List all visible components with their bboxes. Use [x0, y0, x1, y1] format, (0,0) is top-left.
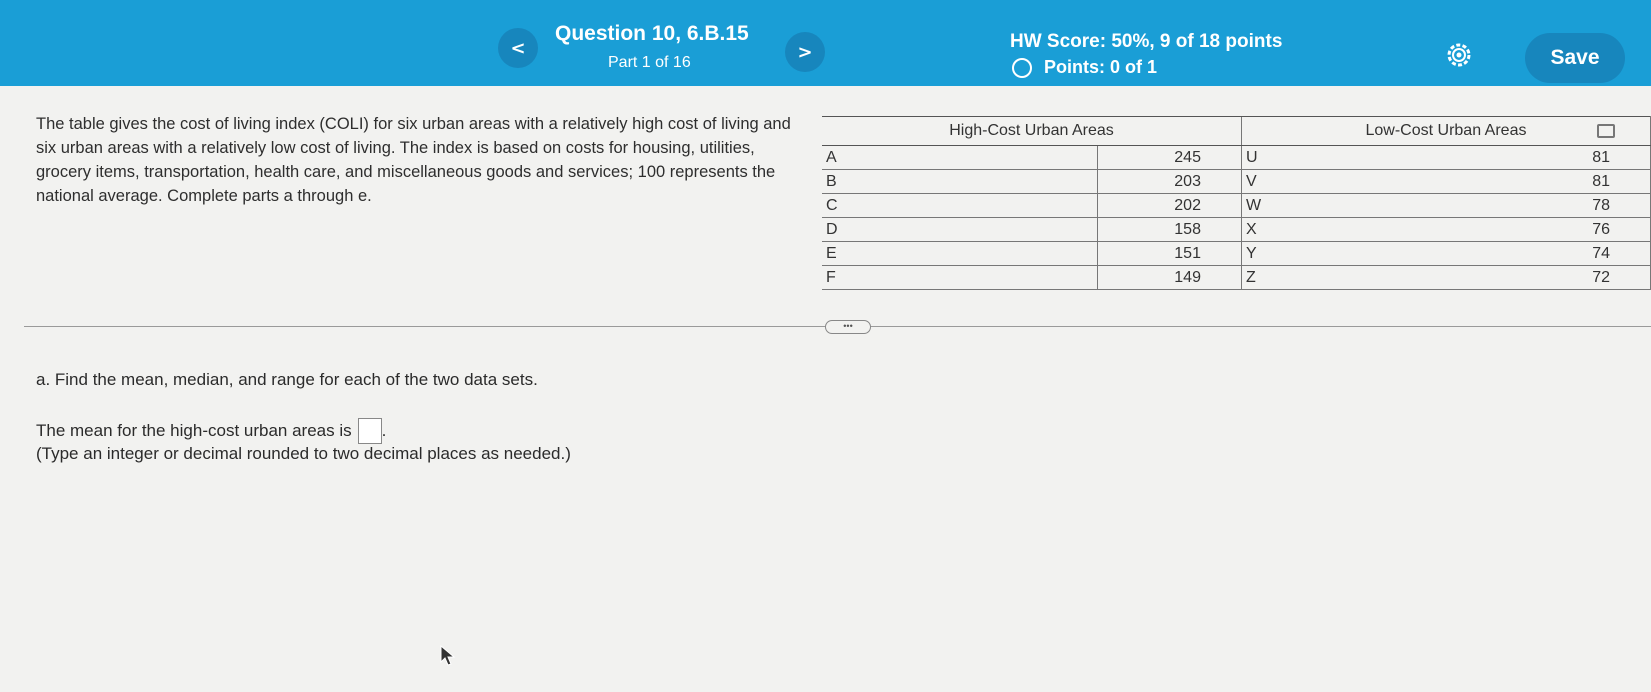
low-cost-area-label: W: [1241, 194, 1526, 218]
part-a-question: a. Find the mean, median, and range for each of the two data sets.: [36, 370, 538, 389]
table-row: [822, 266, 1651, 290]
high-cost-value: 245: [1097, 146, 1241, 170]
low-cost-area-label: U: [1241, 146, 1526, 170]
answer-hint: (Type an integer or decimal rounded to two decimal places as needed.): [36, 444, 571, 463]
expand-more-button[interactable]: •••: [825, 320, 871, 334]
high-cost-value: 149: [1097, 266, 1241, 290]
low-cost-value: 76: [1527, 218, 1651, 242]
high-cost-value: 151: [1097, 242, 1241, 266]
low-cost-area-label: Y: [1241, 242, 1526, 266]
save-button[interactable]: Save: [1525, 33, 1625, 83]
answer-prompt: The mean for the high-cost urban areas is: [36, 421, 352, 440]
high-cost-value: 158: [1097, 218, 1241, 242]
question-title: Question 10, 6.B.15: [555, 22, 749, 45]
high-cost-value: 202: [1097, 194, 1241, 218]
low-cost-value: 81: [1527, 170, 1651, 194]
low-cost-area-label: V: [1241, 170, 1526, 194]
coli-data-table: [822, 116, 1651, 290]
high-cost-area-label: E: [822, 242, 1097, 266]
low-cost-value: 74: [1527, 242, 1651, 266]
question-part: Part 1 of 16: [608, 54, 691, 71]
answer-row: [36, 418, 386, 444]
table-row: [822, 146, 1651, 170]
low-cost-area-label: Z: [1241, 266, 1526, 290]
question-intro-text: The table gives the cost of living index (COLI) for six urban areas with a relatively high cost of living and six urban areas with a relatively low cost of living. The index is based on costs for housing, utilities, grocery items, transportation, health care, and miscellaneous goods and services; 100 represents the national average. Complete parts a through e.: [36, 115, 791, 205]
high-cost-area-label: F: [822, 266, 1097, 290]
header-bar: [0, 0, 1651, 86]
low-cost-value: 81: [1527, 146, 1651, 170]
gear-icon[interactable]: [1444, 40, 1474, 70]
table-row: [822, 194, 1651, 218]
table-header-high-cost: High-Cost Urban Areas: [822, 117, 1241, 146]
high-cost-area-label: A: [822, 146, 1097, 170]
points-text: Points: 0 of 1: [1044, 57, 1158, 77]
copy-table-icon[interactable]: [1597, 124, 1615, 138]
mouse-cursor-icon: [440, 645, 456, 667]
answer-prompt-end: .: [381, 421, 387, 440]
next-question-button[interactable]: >: [785, 32, 825, 72]
table-row: [822, 218, 1651, 242]
hw-score: HW Score: 50%, 9 of 18 points: [1010, 31, 1283, 52]
previous-question-button[interactable]: <: [498, 28, 538, 68]
high-cost-area-label: B: [822, 170, 1097, 194]
table-header-low-cost: Low-Cost Urban Areas: [1241, 117, 1650, 146]
table-row: [822, 242, 1651, 266]
answer-input-box[interactable]: [358, 418, 382, 444]
low-cost-value: 78: [1527, 194, 1651, 218]
status-circle-icon: [1012, 58, 1032, 78]
high-cost-value: 203: [1097, 170, 1241, 194]
points-row: [1012, 57, 1157, 78]
low-cost-area-label: X: [1241, 218, 1526, 242]
high-cost-area-label: D: [822, 218, 1097, 242]
low-cost-value: 72: [1527, 266, 1651, 290]
high-cost-area-label: C: [822, 194, 1097, 218]
table-row: [822, 170, 1651, 194]
